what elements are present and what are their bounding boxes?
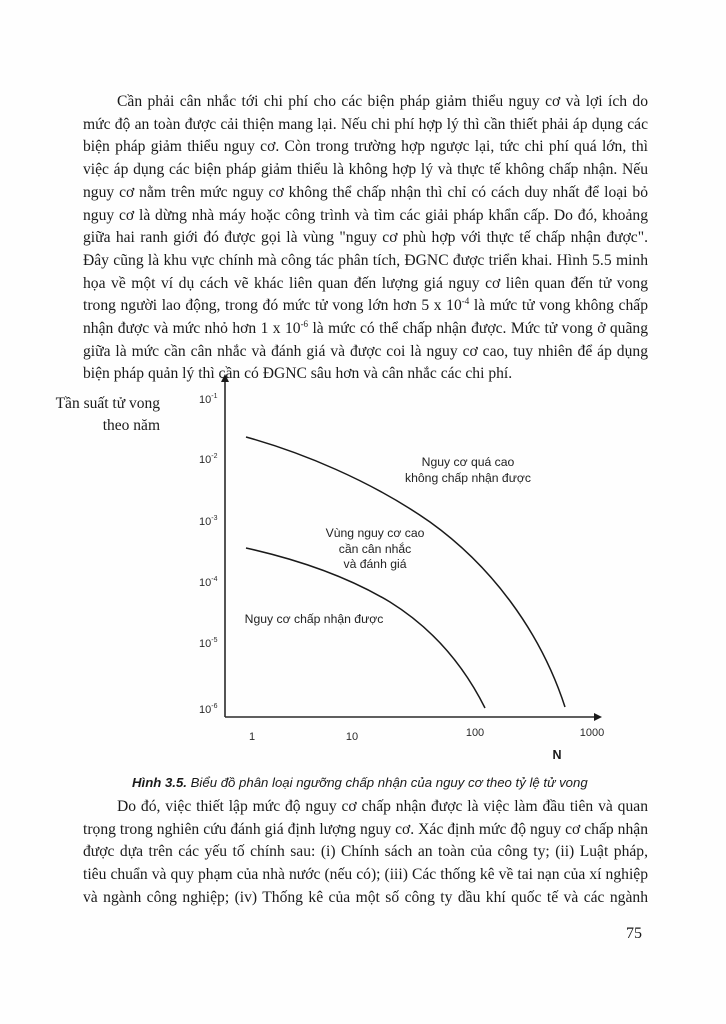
y-axis-label-line: theo năm — [102, 417, 160, 434]
x-tick-label: 1000 — [579, 727, 605, 739]
figure-caption — [132, 775, 588, 790]
text-line: giữa là mức cần cân nhắc và đánh giá và được coi là nguy cơ cao, tuy nhiên để áp dụng — [83, 342, 648, 360]
y-tick-label: $10^{-5}$ — [199, 637, 218, 650]
text-line: nguy cơ nằm trên mức nguy cơ không thể chấp nhận thì chỉ có cách duy nhất để loại bỏ — [83, 183, 648, 201]
y-tick-label: $10^{-6}$ — [199, 703, 218, 716]
text-line: nguy cơ là dừng nhà máy hoặc công trình và tìm các giải pháp khẩn cấp. Do đó, khoảng — [83, 206, 648, 224]
text-line: Cần phải cân nhắc tới chi phí cho các biện pháp giảm thiểu nguy cơ và lợi ích do — [117, 93, 648, 110]
figure-caption-text: Biểu đồ phân loại ngưỡng chấp nhận của nguy cơ theo tỷ lệ tử vong — [186, 775, 588, 790]
region-label-unacceptable: Nguy cơ quá cao không chấp nhận được — [405, 455, 531, 485]
text-line: Đây cũng là khu vực chính mà công tác phân tích, ĐGNC được triển khai. Hình 5.5 minh — [83, 251, 648, 269]
text-line: được dựa trên các yếu tố chính sau: (i) Chính sách an toàn của công ty; (ii) Luật pháp, — [83, 843, 648, 861]
text-line: trọng trong nghiên cứu đánh giá định lượng nguy cơ. Xác định mức độ nguy cơ chấp nhận — [83, 820, 648, 838]
y-tick-label: $10^{-3}$ — [199, 515, 218, 528]
text-line: việc áp dụng các biện pháp giảm thiểu là không hợp lý và thực tế không chấp nhận. Nếu — [83, 161, 648, 179]
superscript: -4 — [461, 296, 470, 307]
text-line: biện pháp quản lý thì cần có ĐGNC sâu hơn và cân nhắc các chi phí. — [83, 365, 513, 383]
text-line: và ngành công nghiệp; (iv) Thống kê của một số công ty dầu khí quốc tế và các ngành — [83, 888, 648, 906]
y-axis-label — [56, 393, 160, 437]
text-segment: là mức có thể chấp nhận được. Mức tử vong ở quãng — [308, 320, 648, 338]
figure-caption-label: Hình 3.5. — [132, 775, 187, 790]
x-tick-label: 1 — [248, 731, 256, 743]
superscript: -6 — [300, 319, 309, 330]
text-segment: trong người lao động, trong đó mức tử vong lớn hơn 5 x 10 — [83, 297, 462, 315]
y-tick-label: $10^{-1}$ — [199, 393, 218, 406]
x-axis-label: N — [552, 748, 562, 762]
text-line: tiêu chuẩn và quy phạm của nhà nước (nếu có); (iii) Các thống kê về tai nạn của xí nghiệp — [83, 866, 648, 884]
y-tick-label: $10^{-4}$ — [199, 576, 218, 589]
text-segment: là mức tử vong không chấp — [469, 297, 648, 315]
region-label-acceptable: Nguy cơ chấp nhận được — [244, 612, 384, 626]
paragraph-2 — [83, 796, 648, 910]
text-line: mức độ an toàn được cải thiện mang lại. Nếu chi phí hợp lý thì cần thiết phải áp dụng các — [83, 115, 648, 133]
x-tick-label: 10 — [345, 731, 359, 743]
text-line: họa về một ví dụ cách vẽ khác liên quan đến lượng giá nguy cơ liên quan đến tử vong — [83, 274, 648, 292]
text-line: Do đó, việc thiết lập mức độ nguy cơ chấp nhận được là việc làm đầu tiên và quan — [117, 798, 648, 815]
y-tick-label: $10^{-2}$ — [199, 453, 218, 466]
y-axis-label-line: Tần suất tử vong — [55, 395, 160, 412]
text-line: biện pháp giảm thiểu nguy cơ. Còn trong trường hợp ngược lại, tức chi phí quá lớn, thì — [83, 138, 648, 156]
x-tick-label: 100 — [465, 727, 485, 739]
text-segment: nhận được và mức nhỏ hơn 1 x 10 — [83, 320, 301, 338]
text-line: giữa hai ranh giới đó được gọi là vùng "nguy cơ phù hợp với thực tế chấp nhận được". — [83, 229, 648, 247]
region-label-alarp: Vùng nguy cơ cao cần cân nhắc và đánh giá — [325, 526, 425, 571]
page-number: 75 — [626, 925, 642, 942]
